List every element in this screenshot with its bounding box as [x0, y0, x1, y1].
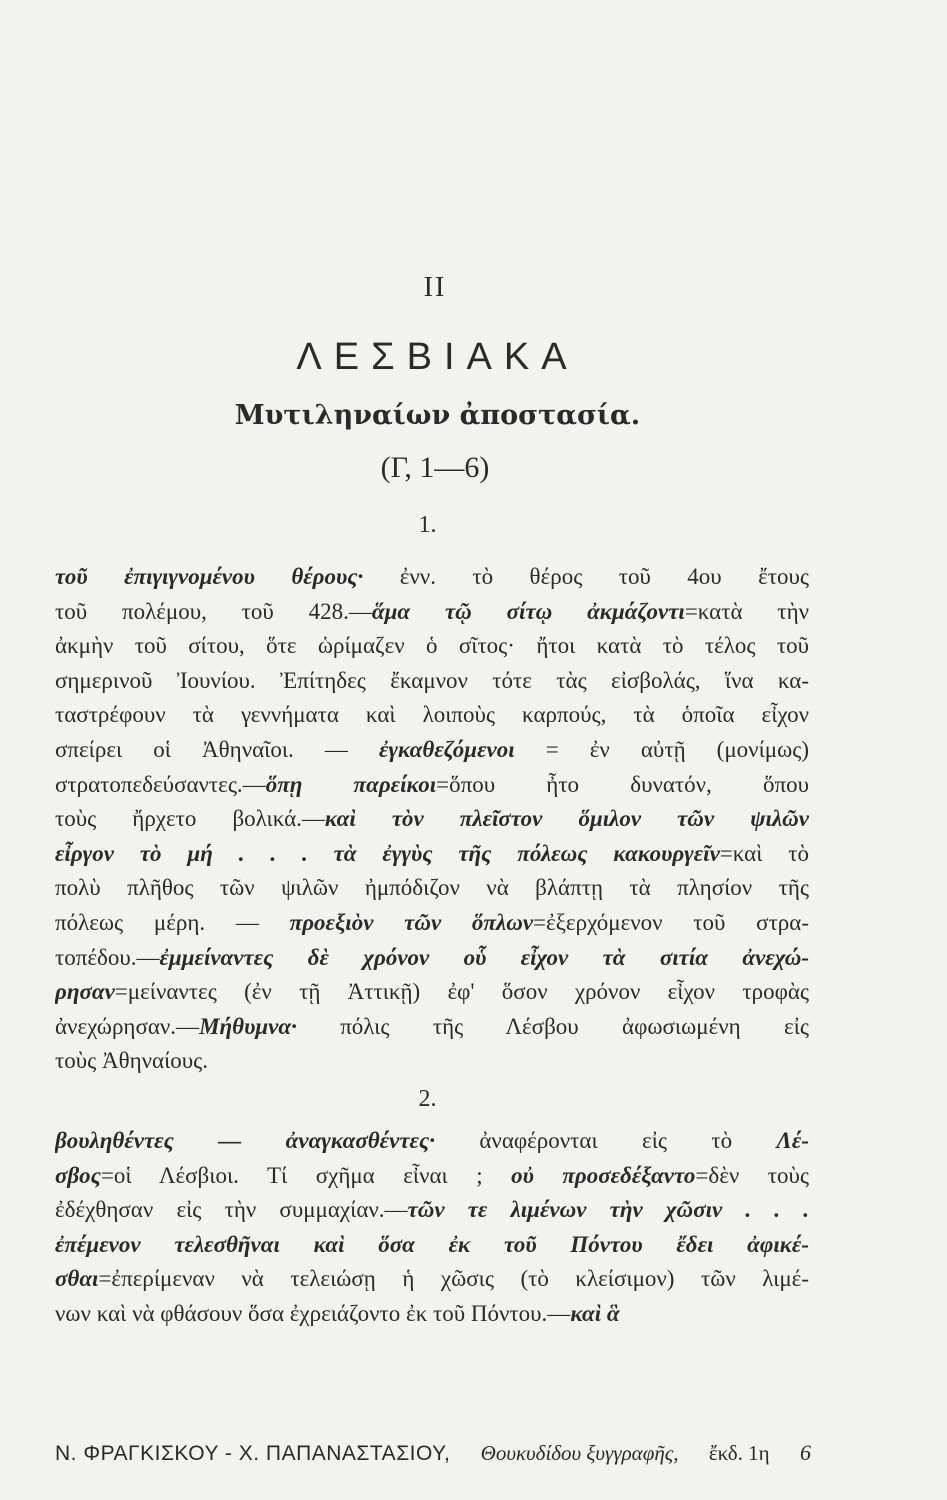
text-line — [55, 1262, 809, 1297]
text-reference: (Γ, 1—6) — [380, 451, 490, 484]
lemma-text: οὐ προσεδέξαντο — [511, 1162, 696, 1188]
gloss-text: νων καὶ νὰ φθάσουν ὅσα ἐχρειάζοντο ἐκ τοῦ Πόντου.— — [55, 1300, 571, 1326]
lemma-text: τοῦ ἐπιγιγνομένου θέρους· — [55, 564, 364, 589]
lemma-text: καὶ ἃ — [570, 1300, 620, 1326]
footer-authors: Ν. ΦΡΑΓΚΙΣΚΟΥ - Χ. ΠΑΠΑΝΑΣΤΑΣΙΟΥ, — [55, 1442, 451, 1465]
gloss-text: =οἱ Λέσβιοι. Τί σχῆμα εἶναι ; — [100, 1162, 512, 1188]
lemma-text: σθαι — [55, 1266, 99, 1292]
section-number: 1. — [418, 512, 437, 538]
text-line — [55, 698, 809, 733]
footer-signature: 6 — [800, 1440, 811, 1465]
gloss-text: =ὅπου ἦτο δυνατόν, ὅπου — [436, 771, 809, 797]
gloss-text: ἐνν. τὸ θέρος τοῦ 4ου ἔτους — [363, 564, 809, 589]
page-footer — [55, 1440, 811, 1466]
gloss-text: =ἐξερχόμενον τοῦ στρα- — [533, 909, 809, 935]
gloss-text: τοπέδου.— — [55, 944, 160, 970]
gloss-text: πόλις τῆς Λέσβου ἀφωσιωμένη εἰς — [296, 1013, 809, 1039]
text-line — [55, 560, 809, 595]
lemma-text: ὅπῃ παρείκοι — [265, 771, 437, 797]
lemma-text: ἅμα τῷ σίτῳ ἀκμάζοντι — [371, 598, 685, 624]
lemma-text: ἐμμείναντες δὲ χρόνον οὗ εἶχον τὰ σιτία ἀνεχώ- — [159, 944, 809, 970]
gloss-text: πόλεως μέρη. — — [55, 909, 290, 935]
text-line — [55, 802, 809, 837]
lemma-text: τῶν τε λιμένων τὴν χῶσιν . . . — [407, 1197, 809, 1223]
text-line — [55, 733, 809, 768]
gloss-text: =μείναντες (ἐν τῇ Ἀττικῇ) ἐφ' ὅσον χρόνον εἶχον τροφὰς — [114, 979, 809, 1005]
text-line — [55, 595, 809, 630]
commentary-paragraph — [55, 560, 809, 1079]
lemma-text: ρησαν — [55, 979, 115, 1005]
gloss-text: ἀκμὴν τοῦ σίτου, ὅτε ὡρίμαζεν ὁ σῖτος· ἤτοι κατὰ τὸ τέλος τοῦ — [55, 633, 809, 659]
text-line — [55, 664, 809, 699]
footer-title: Θουκυδίδου ξυγγραφῆς, — [480, 1441, 679, 1465]
text-line — [55, 629, 809, 664]
text-line — [55, 906, 809, 941]
gloss-text: =κατὰ τὴν — [684, 598, 809, 624]
gloss-text: στρατοπεδεύσαντες.— — [55, 771, 266, 797]
text-line — [55, 941, 809, 976]
text-line — [55, 871, 809, 906]
text-line — [55, 1297, 809, 1332]
gloss-text: τοῦ πολέμου, τοῦ 428.— — [55, 598, 372, 624]
gloss-text: =καὶ τὸ — [719, 840, 809, 866]
gloss-text: ἀνεχώρησαν.— — [55, 1013, 200, 1039]
gloss-text: =δὲν τοὺς — [695, 1162, 809, 1188]
gloss-text: τοὺς Ἀθηναίους. — [55, 1048, 209, 1074]
text-line — [55, 1010, 809, 1045]
text-line — [55, 837, 809, 872]
gloss-text: ἐδέχθησαν εἰς τὴν συμμαχίαν.— — [55, 1197, 408, 1223]
text-line — [55, 975, 809, 1010]
gloss-text: σημερινοῦ Ἰουνίου. Ἐπίτηδες ἔκαμνον τότε τὰς εἰσβολάς, ἵνα κα- — [55, 667, 809, 693]
lemma-text: ἐγκαθεζόμενοι — [378, 736, 515, 762]
lemma-text: σβος — [55, 1162, 101, 1188]
lemma-text: καὶ τὸν πλεῖστον ὅμιλον τῶν ψιλῶν — [324, 806, 809, 832]
gloss-text: ἀναφέρονται εἰς τὸ — [434, 1128, 777, 1153]
gloss-text: τοὺς ἤρχετο βολικά.— — [55, 806, 325, 832]
chapter-heading: ΛΕΣΒΙΑΚΑ — [296, 336, 579, 378]
gloss-text: σπείρει οἱ Ἀθηναῖοι. — — [55, 736, 379, 762]
chapter-number: II — [423, 272, 447, 303]
text-line — [55, 1159, 809, 1194]
lemma-text: προεξιὸν τῶν ὅπλων — [289, 909, 534, 935]
text-line — [55, 1044, 809, 1079]
lemma-text: ἐπέμενον τελεσθῆναι καὶ ὅσα ἐκ τοῦ Πόντου ἔδει ἀφικέ- — [55, 1231, 809, 1257]
lemma-text: Μήθυμνα· — [199, 1013, 297, 1039]
gloss-text: ταστρέφουν τὰ γεννήματα καὶ λοιποὺς καρπούς, τὰ ὁποῖα εἶχον — [55, 702, 809, 728]
gloss-text: =ἐπερίμεναν νὰ τελειώσῃ ἡ χῶσις (τὸ κλείσιμον) τῶν λιμέ- — [98, 1266, 809, 1292]
text-line — [55, 1193, 809, 1228]
lemma-text: εἶργον τὸ μή . . . τὰ ἐγγὺς τῆς πόλεως κακουργεῖν — [55, 840, 720, 866]
lemma-text: βουληθέντες — ἀναγκασθέντες· — [55, 1128, 435, 1153]
gloss-text: = ἐν αὐτῇ (μονίμως) — [514, 736, 809, 762]
commentary-paragraph — [55, 1124, 809, 1332]
text-line — [55, 768, 809, 803]
text-line — [55, 1124, 809, 1159]
text-line — [55, 1228, 809, 1263]
gloss-text: πολὺ πλῆθος τῶν ψιλῶν ἠμπόδιζον νὰ βλάπτῃ τὰ πλησίον τῆς — [55, 875, 809, 901]
section-number: 2. — [418, 1086, 437, 1112]
chapter-subheading: Μυτιληναίων ἀποστασία. — [234, 400, 641, 431]
footer-edition: ἔκδ. 1η — [708, 1441, 770, 1465]
lemma-text: Λέ- — [776, 1128, 809, 1153]
